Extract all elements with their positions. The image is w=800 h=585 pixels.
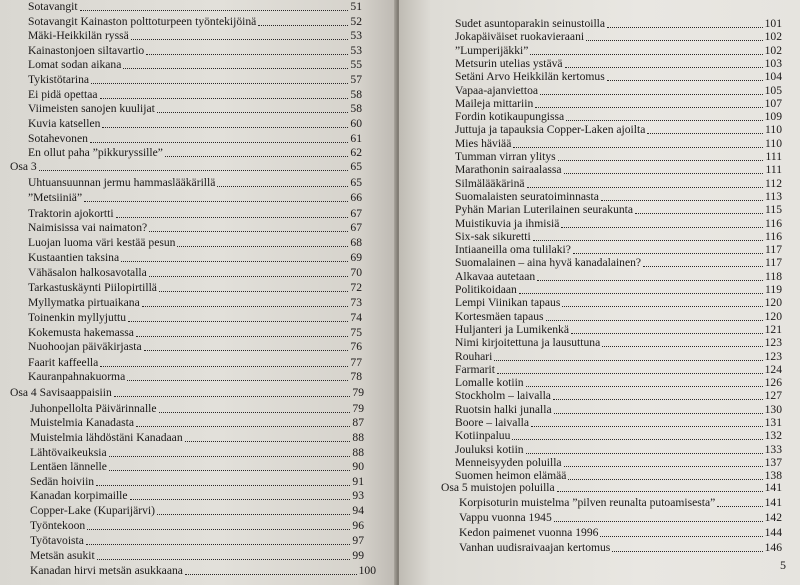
dot-leader (87, 529, 350, 530)
toc-entry-title: Kotiinpaluu (455, 429, 511, 443)
toc-entry-page: 91 (352, 475, 364, 488)
dot-leader (565, 67, 763, 68)
toc-entry (28, 72, 362, 87)
dot-leader (91, 83, 348, 84)
toc-entry-page: 124 (764, 362, 782, 376)
toc-entry (10, 159, 362, 174)
toc-entry-page: 138 (764, 469, 782, 483)
toc-entry-page: 119 (765, 283, 782, 296)
dot-leader (647, 133, 763, 134)
page-number: 5 (780, 558, 786, 572)
dot-leader (494, 360, 762, 361)
toc-entry-page: 102 (764, 30, 782, 44)
toc-entry-title: Lomat sodan aikana (28, 58, 122, 71)
toc-entry-title: Viimeisten sanojen kuulijat (28, 102, 155, 115)
toc-entry-title: Kortesmäen tapaus (455, 309, 544, 323)
dot-leader (177, 246, 348, 247)
toc-entry-page: 77 (350, 356, 362, 369)
toc-entry (30, 474, 364, 489)
toc-entry-title: Menneisyyden poluilla (455, 455, 562, 469)
toc-entry (28, 235, 362, 250)
toc-entry-title: Vähäsalon halkosavotalla (28, 266, 147, 279)
toc-entry-title: Osa 4 Savisaappaisiin (10, 386, 112, 399)
toc-entry-page: 102 (764, 43, 782, 57)
toc-entry-page: 111 (765, 163, 782, 177)
toc-entry-page: 93 (352, 489, 364, 502)
toc-entry-page: 142 (764, 511, 782, 524)
toc-entry-page: 88 (352, 431, 364, 444)
toc-entry (28, 175, 362, 190)
toc-entry-page: 110 (765, 123, 782, 137)
toc-entry-page: 58 (350, 88, 362, 101)
toc-entry-page: 141 (764, 481, 782, 494)
toc-entry-title: Metsurin utelias ystävä (455, 56, 563, 70)
toc-entry-page: 109 (764, 110, 782, 124)
toc-entry-page: 73 (350, 296, 362, 309)
dot-leader (535, 107, 762, 108)
toc-entry-title: Politikoidaan (455, 283, 517, 296)
toc-entry-title: Vappu vuonna 1945 (459, 511, 552, 524)
toc-entry (28, 0, 362, 14)
toc-entry-title: Huljanteri ja Lumikenkä (455, 322, 569, 336)
toc-entry-page: 74 (350, 311, 362, 324)
toc-entry-page: 105 (764, 83, 782, 97)
toc-entry-page: 137 (764, 455, 782, 469)
toc-entry (28, 87, 362, 102)
toc-entry-title: Stockholm – laivalla (455, 389, 551, 403)
toc-entry-title: Maileja mittariin (455, 96, 534, 110)
toc-entry-title: Suomalainen – aina hyvä kanadalainen? (455, 256, 642, 270)
toc-entry-title: Vanhan uudisraivaajan kertomus (459, 541, 611, 554)
dot-leader (537, 280, 763, 281)
dot-leader (127, 380, 348, 381)
toc-entry-page: 123 (764, 336, 782, 350)
toc-entry-page: 87 (352, 416, 364, 429)
toc-entry-title: Tumman virran ylitys (455, 150, 556, 163)
toc-entry-page: 100 (358, 564, 376, 577)
toc-entry (30, 503, 364, 518)
toc-entry (30, 518, 364, 533)
toc-entry-page: 62 (350, 146, 362, 159)
dot-leader (144, 350, 349, 351)
toc-entry-page: 116 (765, 229, 782, 243)
dot-leader (573, 253, 763, 254)
toc-entry-title: Muistikuvia ja ihmisiä (455, 216, 560, 230)
dot-leader (258, 25, 348, 26)
toc-entry-page: 146 (764, 541, 782, 554)
toc-entry-title: Suomen heimon elämää (455, 469, 567, 483)
dot-leader (553, 399, 763, 400)
toc-entry-page: 79 (352, 386, 364, 399)
toc-entry-title: Ruotsin halki junalla (455, 402, 552, 416)
dot-leader (142, 306, 349, 307)
left-page (0, 0, 397, 585)
toc-entry-title: Tykistötarina (28, 73, 90, 86)
dot-leader (109, 470, 350, 471)
toc-entry-title: Rouhari (455, 349, 493, 363)
dot-leader (564, 466, 763, 467)
dot-leader (159, 412, 351, 413)
dot-leader (123, 68, 348, 69)
toc-entry-title: Farmarit (455, 362, 495, 376)
toc-entry-title: ”Lumperijäkki” (455, 43, 529, 57)
toc-entry-title: Silmälääkärinä (455, 176, 525, 190)
toc-entry-title: Tarkastuskäynti Piilopirtillä (28, 281, 157, 294)
toc-entry-title: Lempi Viinikan tapaus (455, 296, 561, 310)
toc-entry-title: Osa 3 (10, 160, 37, 173)
dot-leader (526, 453, 763, 454)
toc-entry (459, 495, 782, 510)
toc-entry-title: Kanadan korpimaille (30, 489, 128, 502)
dot-leader (497, 373, 763, 374)
toc-entry (459, 510, 782, 525)
dot-leader (557, 491, 763, 492)
dot-leader (643, 266, 763, 267)
dot-leader (540, 94, 763, 95)
toc-entry-title: Osa 5 muistojen poluilla (441, 481, 555, 494)
dot-leader (601, 200, 763, 201)
toc-entry (28, 57, 362, 72)
toc-entry-page: 90 (352, 460, 364, 473)
toc-entry-title: Six-sak sikuretti (455, 229, 531, 243)
toc-entry-page: 67 (350, 221, 362, 234)
dot-leader (217, 186, 348, 187)
dot-leader (128, 321, 348, 322)
toc-entry (28, 43, 362, 58)
toc-entry-title: Kokemusta hakemassa (28, 326, 134, 339)
toc-entry-page: 110 (765, 136, 782, 150)
toc-entry-page: 65 (350, 176, 362, 189)
toc-entry-page: 68 (350, 236, 362, 249)
toc-entry-title: Juhonpellolta Päivärinnalle (30, 402, 157, 415)
dot-leader (533, 240, 763, 241)
dot-leader (717, 506, 762, 507)
toc-entry (30, 415, 364, 430)
toc-entry-page: 57 (350, 73, 362, 86)
toc-entry (30, 488, 364, 503)
dot-leader (39, 170, 349, 171)
toc-entry-title: Lentäen lännelle (30, 460, 107, 473)
toc-entry-page: 101 (764, 17, 782, 30)
toc-entry-title: Boore – laivalla (455, 416, 530, 429)
dot-leader (562, 306, 762, 307)
dot-leader (157, 514, 350, 515)
dot-leader (571, 333, 763, 334)
toc-entry-title: Luojan luoma väri kestää pesun (28, 236, 176, 249)
dot-leader (165, 156, 348, 157)
toc-entry-title: Marathonin sairaalassa (455, 163, 562, 177)
toc-entry-title: Sudet asuntoparakin seinustoilla (455, 17, 606, 30)
toc-entry-page: 115 (765, 203, 782, 217)
toc-entry-page: 130 (764, 402, 782, 416)
dot-leader (546, 320, 763, 321)
toc-entry-page: 133 (764, 442, 782, 456)
dot-leader (519, 293, 763, 294)
toc-entry-page: 132 (764, 429, 782, 443)
dot-leader (86, 544, 350, 545)
dot-leader (607, 80, 763, 81)
toc-entry-title: Faarit kaffeella (28, 356, 99, 369)
toc-entry-title: En ollut paha ”pikkuryssille” (28, 146, 163, 159)
toc-entry-title: Kuvia katsellen (28, 117, 101, 130)
dot-leader (149, 276, 349, 277)
toc-entry-title: Kauranpahnakuorma (28, 370, 126, 383)
toc-entry-title: Setäni Arvo Heikkilän kertomus (455, 70, 605, 84)
toc-entry-title: Fordin kotikaupungissa (455, 110, 565, 124)
toc-entry (28, 116, 362, 131)
toc-entry (30, 533, 364, 548)
toc-entry-page: 72 (350, 281, 362, 294)
toc-entry-title: Jokapäiväiset ruokavieraani (455, 30, 585, 44)
dot-leader (97, 559, 351, 560)
toc-entry-title: Kustaantien taksina (28, 251, 120, 264)
toc-entry (30, 548, 364, 563)
toc-entry-page: 75 (350, 326, 362, 339)
toc-entry-title: Nimi kirjoitettuna ja lausuttuna (455, 336, 601, 350)
dot-leader (157, 112, 349, 113)
toc-entry-page: 53 (350, 44, 362, 57)
right-page (399, 0, 800, 585)
toc-entry-title: Naimisissa vai naimaton? (28, 221, 148, 234)
dot-leader (136, 426, 350, 427)
toc-entry-page: 88 (352, 446, 364, 459)
toc-entry-page: 118 (765, 269, 782, 283)
dot-leader (116, 217, 349, 218)
toc-entry-page: 66 (350, 191, 362, 204)
dot-leader (558, 160, 764, 161)
toc-entry-title: Muistelmia lähdöstäni Kanadaan (30, 431, 183, 444)
toc-entry (28, 265, 362, 280)
dot-leader (149, 231, 348, 232)
dot-leader (90, 142, 349, 143)
toc-entry-page: 55 (350, 58, 362, 71)
toc-entry-page: 116 (765, 216, 782, 230)
dot-leader (526, 386, 763, 387)
toc-entry-title: Jouluksi kotiin (455, 442, 524, 456)
dot-leader (554, 521, 763, 522)
toc-entry-page: 58 (350, 102, 362, 115)
toc-entry-page: 60 (350, 117, 362, 130)
toc-entry (28, 220, 362, 235)
toc-entry (30, 459, 364, 474)
dot-leader (185, 574, 357, 575)
dot-leader (512, 439, 762, 440)
dot-leader (100, 98, 349, 99)
dot-leader (635, 213, 763, 214)
dot-leader (185, 441, 351, 442)
dot-leader (513, 147, 763, 148)
toc-entry-page: 111 (765, 150, 782, 163)
toc-entry-title: Copper-Lake (Kuparijärvi) (30, 504, 155, 517)
toc-entry-page: 120 (764, 296, 782, 310)
toc-entry-title: Toinenkin myllyjuttu (28, 311, 127, 324)
toc-entry-page: 61 (350, 132, 362, 145)
toc-entry (441, 480, 782, 495)
toc-entry-page: 127 (764, 389, 782, 403)
toc-entry-page: 94 (352, 504, 364, 517)
toc-entry-page: 70 (350, 266, 362, 279)
toc-entry (10, 385, 364, 400)
dot-leader (109, 456, 351, 457)
toc-entry-page: 141 (764, 496, 782, 509)
toc-entry-title: Muistelmia Kanadasta (30, 416, 134, 429)
toc-entry (30, 445, 364, 460)
dot-leader (561, 227, 763, 228)
toc-entry-page: 76 (350, 340, 362, 353)
toc-entry (28, 131, 362, 146)
toc-entry-title: Traktorin ajokortti (28, 207, 114, 220)
toc-entry-page: 131 (764, 416, 782, 429)
toc-entry-title: Korpisoturin muistelma ”pilven reunalta putoamisesta” (459, 496, 716, 509)
toc-entry (459, 540, 782, 555)
toc-entry-page: 123 (764, 349, 782, 363)
toc-entry (28, 101, 362, 116)
toc-entry-title: Nuohoojan päiväkirjasta (28, 340, 142, 353)
toc-entry-page: 78 (350, 370, 362, 383)
toc-entry-page: 113 (765, 189, 782, 203)
toc-entry-page: 103 (764, 56, 782, 70)
toc-entry-page: 120 (764, 309, 782, 323)
dot-leader (102, 127, 348, 128)
toc-entry-title: Metsän asukit (30, 549, 95, 562)
toc-entry (28, 280, 362, 295)
toc-entry-page: 51 (350, 0, 362, 13)
dot-leader (84, 201, 348, 202)
dot-leader (586, 40, 763, 41)
dot-leader (131, 39, 349, 40)
toc-entry-title: Lähtövaikeuksia (30, 446, 107, 459)
toc-entry-title: Sotahevonen (28, 132, 88, 145)
toc-entry (28, 295, 362, 310)
dot-leader (566, 120, 762, 121)
toc-entry (459, 525, 782, 540)
toc-entry-title: Kanadan hirvi metsän asukkaana (30, 564, 183, 577)
dot-leader (159, 291, 348, 292)
toc-entry (28, 355, 362, 370)
toc-entry-page: 96 (352, 519, 364, 532)
toc-entry-page: 99 (352, 549, 364, 562)
dot-leader (80, 10, 349, 11)
dot-leader (136, 336, 348, 337)
toc-entry-title: Pyhän Marian Luterilainen seurakunta (455, 203, 634, 217)
toc-entry-title: Sotavangit (28, 0, 78, 13)
toc-entry-page: 65 (350, 160, 362, 173)
dot-leader (527, 187, 763, 188)
toc-entry (28, 190, 362, 205)
toc-entry-title: Juttuja ja tapauksia Copper-Laken ajoilta (455, 123, 646, 137)
toc-entry-page: 79 (352, 402, 364, 415)
toc-entry (28, 310, 362, 325)
dot-leader (602, 346, 762, 347)
toc-entry-title: ”Metsiiniä” (28, 191, 83, 204)
toc-entry-page: 53 (350, 29, 362, 42)
toc-entry-title: Suomalaisten seuratoiminnasta (455, 189, 599, 203)
dot-leader (554, 413, 763, 414)
toc-entry-title: Vapaa-ajanviettoa (455, 83, 539, 97)
toc-entry (28, 369, 362, 384)
toc-entry-title: Intiaaneilla oma tulilaki? (455, 243, 571, 257)
dot-leader (600, 536, 762, 537)
toc-entry (30, 563, 376, 578)
toc-entry (28, 325, 362, 340)
dot-leader (146, 54, 348, 55)
toc-entry-page: 107 (764, 96, 782, 110)
toc-entry-page: 52 (350, 15, 362, 28)
toc-entry (28, 145, 362, 160)
toc-entry-page: 97 (352, 534, 364, 547)
toc-entry-title: Ei pidä opettaa (28, 88, 98, 101)
dot-leader (612, 551, 762, 552)
toc-entry-page: 144 (764, 526, 782, 539)
dot-leader (564, 173, 764, 174)
toc-entry-page: 104 (764, 70, 782, 84)
dot-leader (114, 396, 351, 397)
toc-entry (28, 339, 362, 354)
toc-entry-title: Kainastonjoen siltavartio (28, 44, 145, 57)
toc-entry-page: 69 (350, 251, 362, 264)
dot-leader (130, 499, 351, 500)
toc-entry-page: 112 (765, 176, 782, 190)
toc-entry-page: 67 (350, 207, 362, 220)
toc-entry-page: 126 (764, 376, 782, 390)
toc-entry-page: 117 (765, 256, 782, 270)
dot-leader (121, 261, 348, 262)
toc-entry-title: Alkavaa autetaan (455, 269, 536, 283)
dot-leader (607, 27, 763, 28)
toc-entry-title: Työtavoista (30, 534, 84, 547)
toc-entry-title: Työntekoon (30, 519, 86, 532)
toc-entry (28, 28, 362, 43)
dot-leader (530, 54, 762, 55)
toc-entry (28, 14, 362, 29)
toc-entry-title: Sedän hoiviin (30, 475, 95, 488)
toc-entry (28, 250, 362, 265)
dot-leader (100, 366, 348, 367)
toc-entry (28, 206, 362, 221)
toc-entry-title: Mies häviää (455, 136, 512, 150)
dot-leader (96, 485, 350, 486)
toc-entry-title: Sotavangit Kainaston polttoturpeen työntekijöinä (28, 15, 257, 28)
toc-entry-title: Kedon paimenet vuonna 1996 (459, 526, 599, 539)
toc-entry (30, 430, 364, 445)
toc-entry-title: Mäki-Heikkilän ryssä (28, 29, 129, 42)
dot-leader (531, 426, 763, 427)
toc-entry-page: 121 (764, 322, 782, 336)
toc-entry (30, 401, 364, 416)
toc-entry-title: Myllymatka pirtuaikana (28, 296, 140, 309)
toc-entry-page: 117 (765, 243, 782, 257)
toc-entry-title: Lomalle kotiin (455, 376, 524, 390)
toc-entry-title: Uhtuansuunnan jermu hammaslääkärillä (28, 176, 216, 189)
